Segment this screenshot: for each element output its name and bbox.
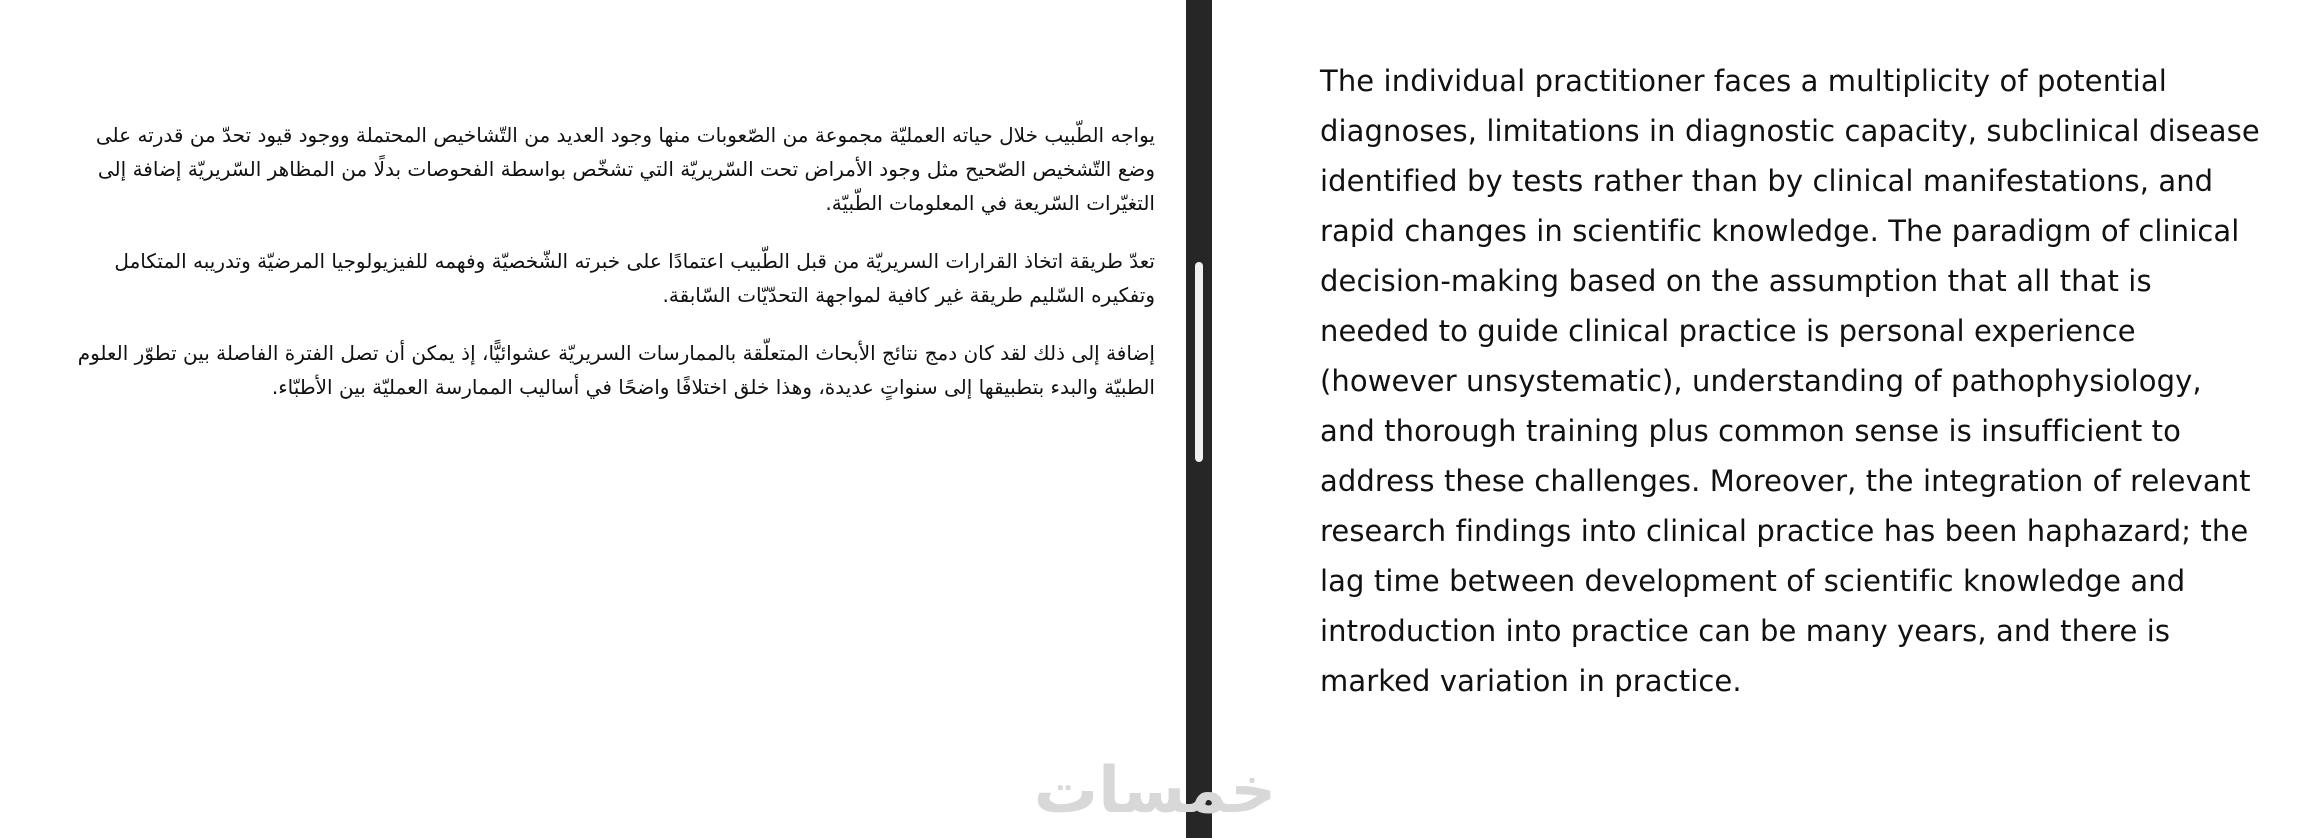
english-text-block — [1320, 56, 2260, 706]
arabic-paragraph-1: يواجه الطّبيب خلال حياته العمليّة مجموعة من الصّعوبات منها وجود العديد من التّشاخيص المحتملة ووجود قيود تحدّ من قدرته على وضع التّشخيص الصّحيح مثل وجود الأمراض تحت السّريريّة التي تشخّص بواسطة الفحوصات بدلًا من المظاهر السّريريّة إضافة إلى التغيّرات السّريعة في المعلومات الطّبيّة. — [95, 123, 1155, 215]
watermark-logo: خمسات — [1033, 754, 1277, 828]
arabic-paragraph-2: تعدّ طريقة اتخاذ القرارات السريريّة من قبل الطّبيب اعتمادًا على خبرته الشّخصيّة وفهمه للفيزيولوجيا المرضيّة وتدريبه المتكامل وتفكيره السّليم طريقة غير كافية لمواجهة التحدّيّات السّابقة. — [114, 249, 1155, 307]
arabic-text-block — [60, 118, 1155, 428]
divider-drag-handle[interactable] — [1195, 262, 1203, 462]
english-paragraph: The individual practitioner faces a multiplicity of potential diagnoses, limitations in diagnostic capacity, subclinical disease identified by tests rather than by clinical manifestations, and rapid changes in scientific knowledge. The paradigm of clinical decision-making based on the assumption that all that is needed to guide clinical practice is personal experience (however unsystematic), understanding of pathophysiology, and thorough training plus common sense is insufficient to address these challenges. Moreover, the integration of relevant research findings into clinical practice has been haphazard; the lag time between development of scientific knowledge and introduction into practice can be many years, and there is marked variation in practice. — [1320, 64, 2260, 698]
arabic-paragraph-3: إضافة إلى ذلك لقد كان دمج نتائج الأبحاث المتعلّقة بالممارسات السريريّة عشوائيًّا، إذ يمكن أن تصل الفترة الفاصلة بين تطوّر العلوم الطبيّة والبدء بتطبيقها إلى سنواتٍ عديدة، وهذا خلق اختلافًا واضحًا في أساليب الممارسة العمليّة بين الأطبّاء. — [77, 341, 1155, 399]
